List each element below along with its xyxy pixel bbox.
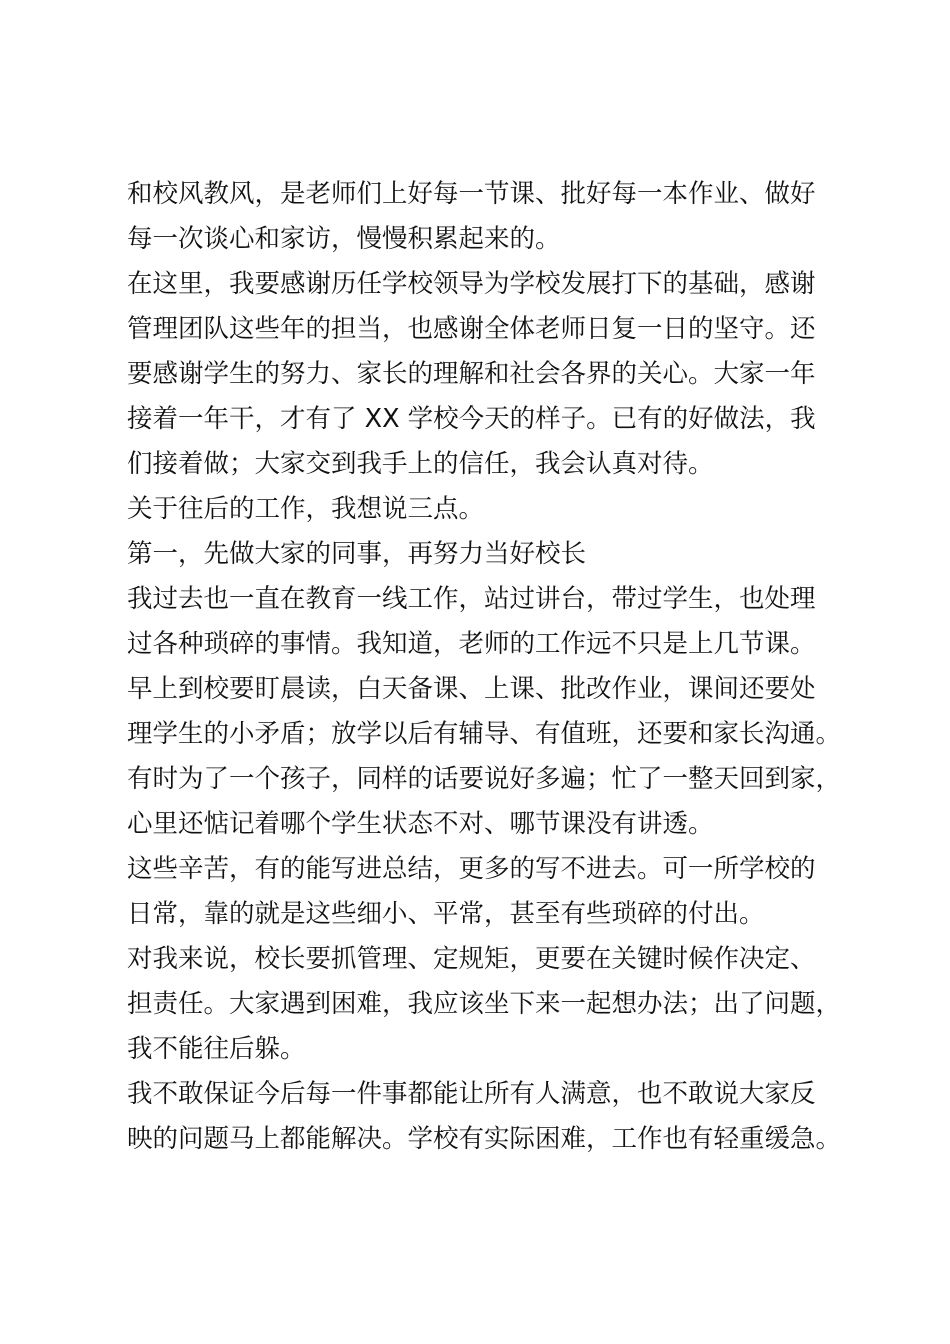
text-line: 要感谢学生的努力、家长的理解和社会各界的关心。大家一年 xyxy=(127,359,816,389)
text-line: 担责任。大家遇到困难，我应该坐下来一起想办法；出了问题， xyxy=(127,989,842,1019)
body-text xyxy=(127,172,857,1162)
text-line: 过各种琐碎的事情。我知道，老师的工作远不只是上几节课。 xyxy=(127,629,816,659)
text-line: 我不能往后躲。 xyxy=(127,1034,306,1064)
text-line: 管理团队这些年的担当，也感谢全体老师日复一日的坚守。还 xyxy=(127,314,816,344)
text-line: 理学生的小矛盾；放学以后有辅导、有值班，还要和家长沟通。 xyxy=(127,719,842,749)
text-line: 有时为了一个孩子，同样的话要说好多遍；忙了一整天回到家， xyxy=(127,764,842,794)
text-line: 心里还惦记着哪个学生状态不对、哪节课没有讲透。 xyxy=(127,809,714,839)
text-line: 对我来说，校长要抓管理、定规矩，更要在关键时候作决定、 xyxy=(127,944,816,974)
text-line: 我不敢保证今后每一件事都能让所有人满意，也不敢说大家反 xyxy=(127,1079,816,1109)
text-line: 关于往后的工作，我想说三点。 xyxy=(127,494,485,524)
text-line: 们接着做；大家交到我手上的信任，我会认真对待。 xyxy=(127,449,714,479)
text-line: 映的问题马上都能解决。学校有实际困难，工作也有轻重缓急。 xyxy=(127,1124,842,1154)
text-line: 这些辛苦，有的能写进总结，更多的写不进去。可一所学校的 xyxy=(127,854,816,884)
section-heading: 第一，先做大家的同事，再努力当好校长 xyxy=(127,539,587,569)
text-line: 和校风教风，是老师们上好每一节课、批好每一本作业、做好 xyxy=(127,179,816,209)
text-line: 我过去也一直在教育一线工作，站过讲台，带过学生，也处理 xyxy=(127,584,816,614)
text-line: 在这里，我要感谢历任学校领导为学校发展打下的基础，感谢 xyxy=(127,269,816,299)
text-line: 接着一年干，才有了 XX 学校今天的样子。已有的好做法，我 xyxy=(127,404,816,434)
text-line: 日常，靠的就是这些细小、平常，甚至有些琐碎的付出。 xyxy=(127,899,765,929)
text-line: 每一次谈心和家访，慢慢积累起来的。 xyxy=(127,224,561,254)
text-line: 早上到校要盯晨读，白天备课、上课、批改作业，课间还要处 xyxy=(127,674,816,704)
